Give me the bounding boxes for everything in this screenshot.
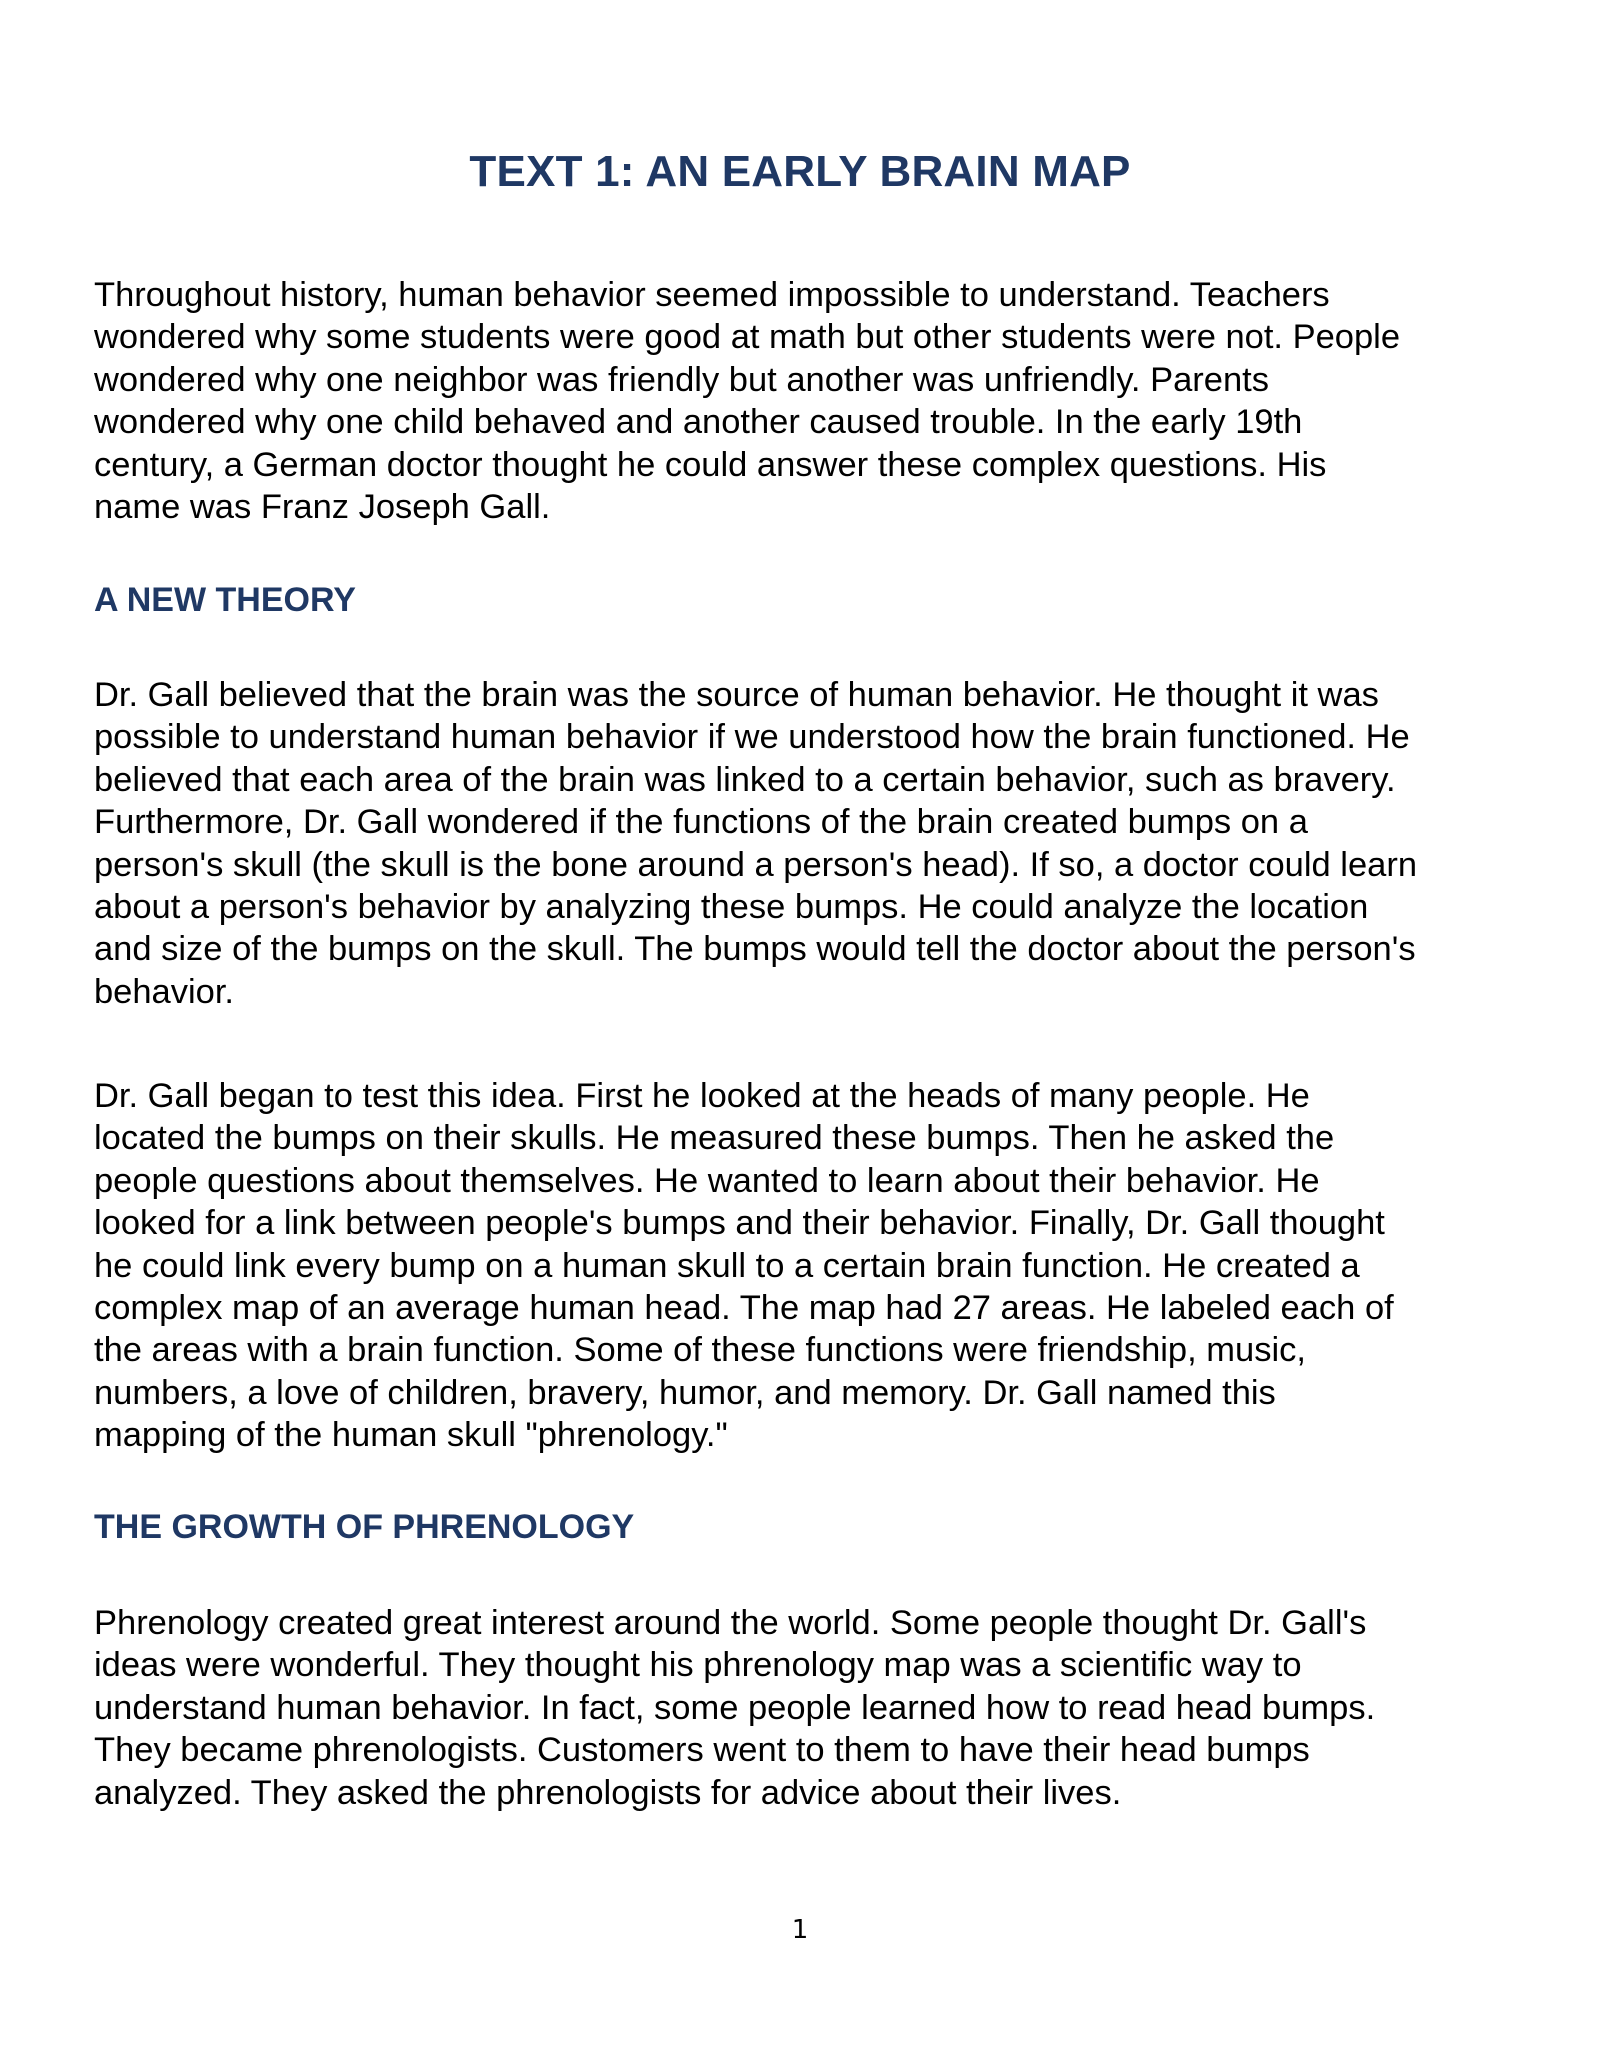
section-heading-growth-of-phrenology: THE GROWTH OF PHRENOLOGY: [94, 1508, 635, 1546]
growth-paragraph-1: Phrenology created great interest around the world. Some people thought Dr. Gall's ideas were wonderful. They thought his phrenology map was a scientific way to understand human behavior. In fact, some people learned how to read head bumps. They became phrenologists. Customers went to them to have their head bumps analyzed. They asked the phrenologists for advice about their lives.: [94, 1604, 1376, 1812]
intro-paragraph: Throughout history, human behavior seemed impossible to understand. Teachers wondered why some students were good at math but other students were not. People wondered why one neighbor was friendly but another was unfriendly. Parents wondered why one child behaved and another caused trouble. In the early 19th century, a German doctor thought he could answer these complex questions. His name was Franz Joseph Gall.: [94, 276, 1401, 527]
section-heading-new-theory: A NEW THEORY: [94, 581, 356, 619]
new-theory-paragraph-2: Dr. Gall began to test this idea. First he looked at the heads of many people. He located the bumps on their skulls. He measured these bumps. Then he asked the people questions about themselves. He wanted to learn about their behavior. He looked for a link between people's bumps and their behavior. Finally, Dr. Gall thought he could link every bump on a human skull to a certain brain function. He created a complex map of an average human head. The map had 27 areas. He labeled each of the areas with a brain function. Some of these functions were friendship, music, numbers, a love of children, bravery, humor, and memory. Dr. Gall named this mapping of the human skull "phrenology.": [94, 1077, 1394, 1455]
new-theory-paragraph-1: Dr. Gall believed that the brain was the source of human behavior. He thought it was possible to understand human behavior if we understood how the brain functioned. He believed that each area of the brain was linked to a certain behavior, such as bravery. Furthermore, Dr. Gall wondered if the functions of the brain created bumps on a person's skull (the skull is the bone around a person's head). If so, a doctor could learn about a person's behavior by analyzing these bumps. He could analyze the location and size of the bumps on the skull. The bumps would tell the doctor about the person's behavior.: [94, 676, 1418, 1011]
document-title: TEXT 1: AN EARLY BRAIN MAP: [469, 147, 1131, 196]
page-number: 1: [791, 1915, 809, 1945]
